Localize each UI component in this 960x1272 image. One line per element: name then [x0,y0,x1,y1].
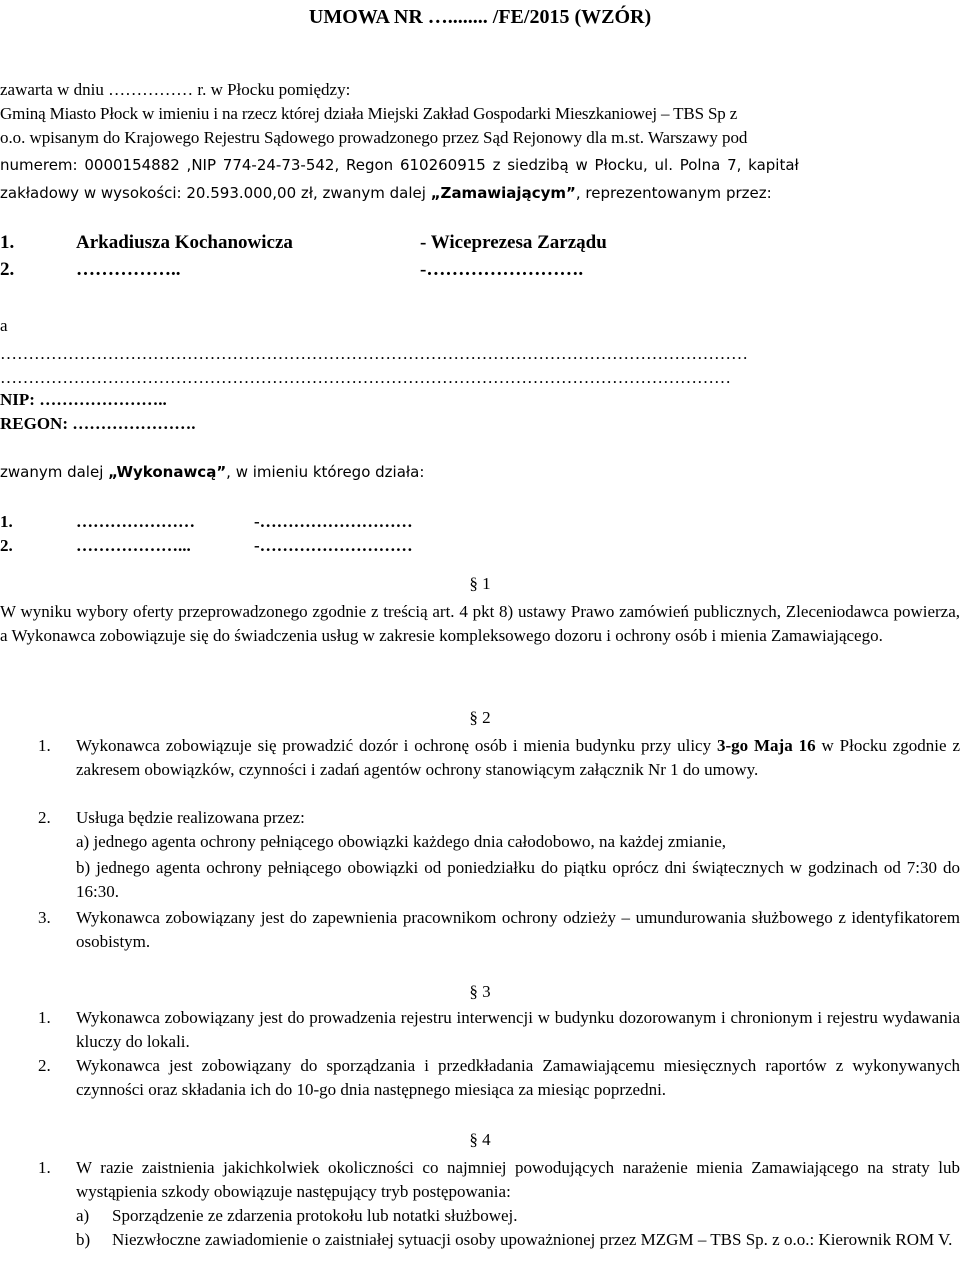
section-2-item-2a: a) jednego agenta ochrony pełniącego obowiązki każdego dnia całodobowo, na każdej zmianie, [76,832,726,851]
representative-2-name: …………….. [76,259,181,280]
section-2-item-3: Wykonawca zobowiązany jest do zapewnienia pracownikom ochrony odzieży – umundurowania służbowego z identyfikatorem osobistym. [76,908,960,951]
section-4-item-b-num: b) [76,1230,91,1249]
section-3-item-1-num: 1. [38,1008,51,1027]
contractor-a: a [0,316,8,335]
intro-line-5-end: , reprezentowanym przez: [575,184,772,202]
section-2-heading: § 2 [469,708,491,727]
representative-2-role: -……………………. [420,259,584,280]
representative-1-name: Arkadiusza Kochanowicza [76,232,293,253]
section-4-heading: § 4 [469,1130,491,1149]
section-3-item-1: Wykonawca zobowiązany jest do prowadzenia rejestru interwencji w budynku dozorowanym i chronionym i rejestru wydawania kluczy do lokali. [76,1008,960,1051]
section-2-item-1 [76,734,960,782]
section-2-item-1-num: 1. [38,736,51,755]
section-4-item-1-num: 1. [38,1158,51,1177]
intro-line-1: zawarta w dniu …………… r. w Płocku pomiędzy: [0,80,351,99]
section-4-item-a: Sporządzenie ze zdarzenia protokołu lub notatki służbowej. [112,1206,518,1225]
intro-line-2: Gminą Miasto Płock w imieniu i na rzecz której działa Miejski Zakład Gospodarki Mieszkaniowej – TBS Sp z [0,104,738,123]
wykonawca-term: „Wykonawcą” [108,463,227,481]
section-3-heading: § 3 [469,982,491,1001]
contractor-rep-1-name: ………………… [76,512,195,531]
contract-title: UMOWA NR …........ /FE/2015 (WZÓR) [308,6,652,28]
section-4-item-a-num: a) [76,1206,90,1225]
section-2-item-2-num: 2. [38,808,51,827]
section-2-item-3-num: 3. [38,908,51,927]
representative-1-role: - Wiceprezesa Zarządu [420,232,607,253]
section-3-item-2: Wykonawca jest zobowiązany do sporządzania i przedkładania Zamawiającemu miesięcznych raportów z wykonywanych czynności oraz składania ich do 10-go dnia następnego miesiąca za miesiąc poprzedni. [76,1056,960,1099]
contractor-regon: REGON: …………………. [0,414,196,433]
section-4-item-1: W razie zaistnienia jakichkolwiek okoliczności co najmniej powodujących narażenie mienia Zamawiającego na straty lub wystąpienia szkody obowiązuje następujący tryb postępowania: [76,1158,960,1201]
contractor-called-end: , w imieniu którego działa: [226,463,425,481]
contractor-rep-2-num: 2. [0,536,13,555]
contractor-rep-1-role: -……………………… [254,512,413,531]
representative-2-num: 2. [0,259,15,280]
contractor-called-start: zwanym dalej [0,463,109,481]
contractor-nip: NIP: ………………….. [0,390,167,409]
contractor-rep-2-name: ………………... [76,536,191,555]
section-2-item-2: Usługa będzie realizowana przez: [76,808,305,827]
contractor-called [0,462,424,482]
contractor-dots-1: …………………………………………………………………………………………………………………… [0,344,748,363]
contractor-rep-1-num: 1. [0,512,13,531]
contractor-rep-2-role: -……………………… [254,536,413,555]
section-2-item-1-end: w Płocku zgodnie z zakresem obowiązków, czynności i zadań agentów ochrony stanowiącym załącznik Nr 1 do umowy. [76,736,960,779]
section-1-text: W wyniku wybory oferty przeprowadzonego zgodnie z treścią art. 4 pkt 8) ustawy Prawo zamówień publicznych, Zleceniodawca powierza, a Wykonawca zobowiązuje się do świadczenia usług w zakresie kompleksowego dozoru i ochrony osób i mienia Zamawiającego. [0,602,960,645]
intro-line-5-start: zakładowy w wysokości: 20.593.000,00 zł, zwanym dalej [0,184,431,202]
intro-line-3: o.o. wpisanym do Krajowego Rejestru Sądowego prowadzonego przez Sąd Rejonowy dla m.st. Warszawy pod [0,128,748,147]
representative-1-num: 1. [0,232,15,253]
section-3-item-2-num: 2. [38,1056,51,1075]
section-2-item-1-start: Wykonawca zobowiązuje się prowadzić dozór i ochronę osób i mienia budynku przy ulicy [76,736,717,755]
section-4-item-b: Niezwłoczne zawiadomienie o zaistniałej sytuacji osoby upoważnionej przez MZGM – TBS Sp. z o.o.: Kierownik ROM V. [112,1230,953,1249]
section-2-item-2b: b) jednego agenta ochrony pełniącego obowiązki od poniedziałku do piątku oprócz dni świątecznych w godzinach od 7:30 do 16:30. [76,858,960,901]
section-1-heading: § 1 [469,574,491,593]
zamawiajacy-term: „Zamawiającym” [430,184,576,202]
street-address: 3-go Maja 16 [716,736,816,755]
intro-line-4: numerem: 0000154882 ,NIP 774-24-73-542, Regon 610260915 z siedzibą w Płocku, ul. Polna 7, kapitał [0,156,799,174]
intro-line-5 [0,183,772,203]
contractor-dots-2: ………………………………………………………………………………………………………………… [0,368,731,387]
